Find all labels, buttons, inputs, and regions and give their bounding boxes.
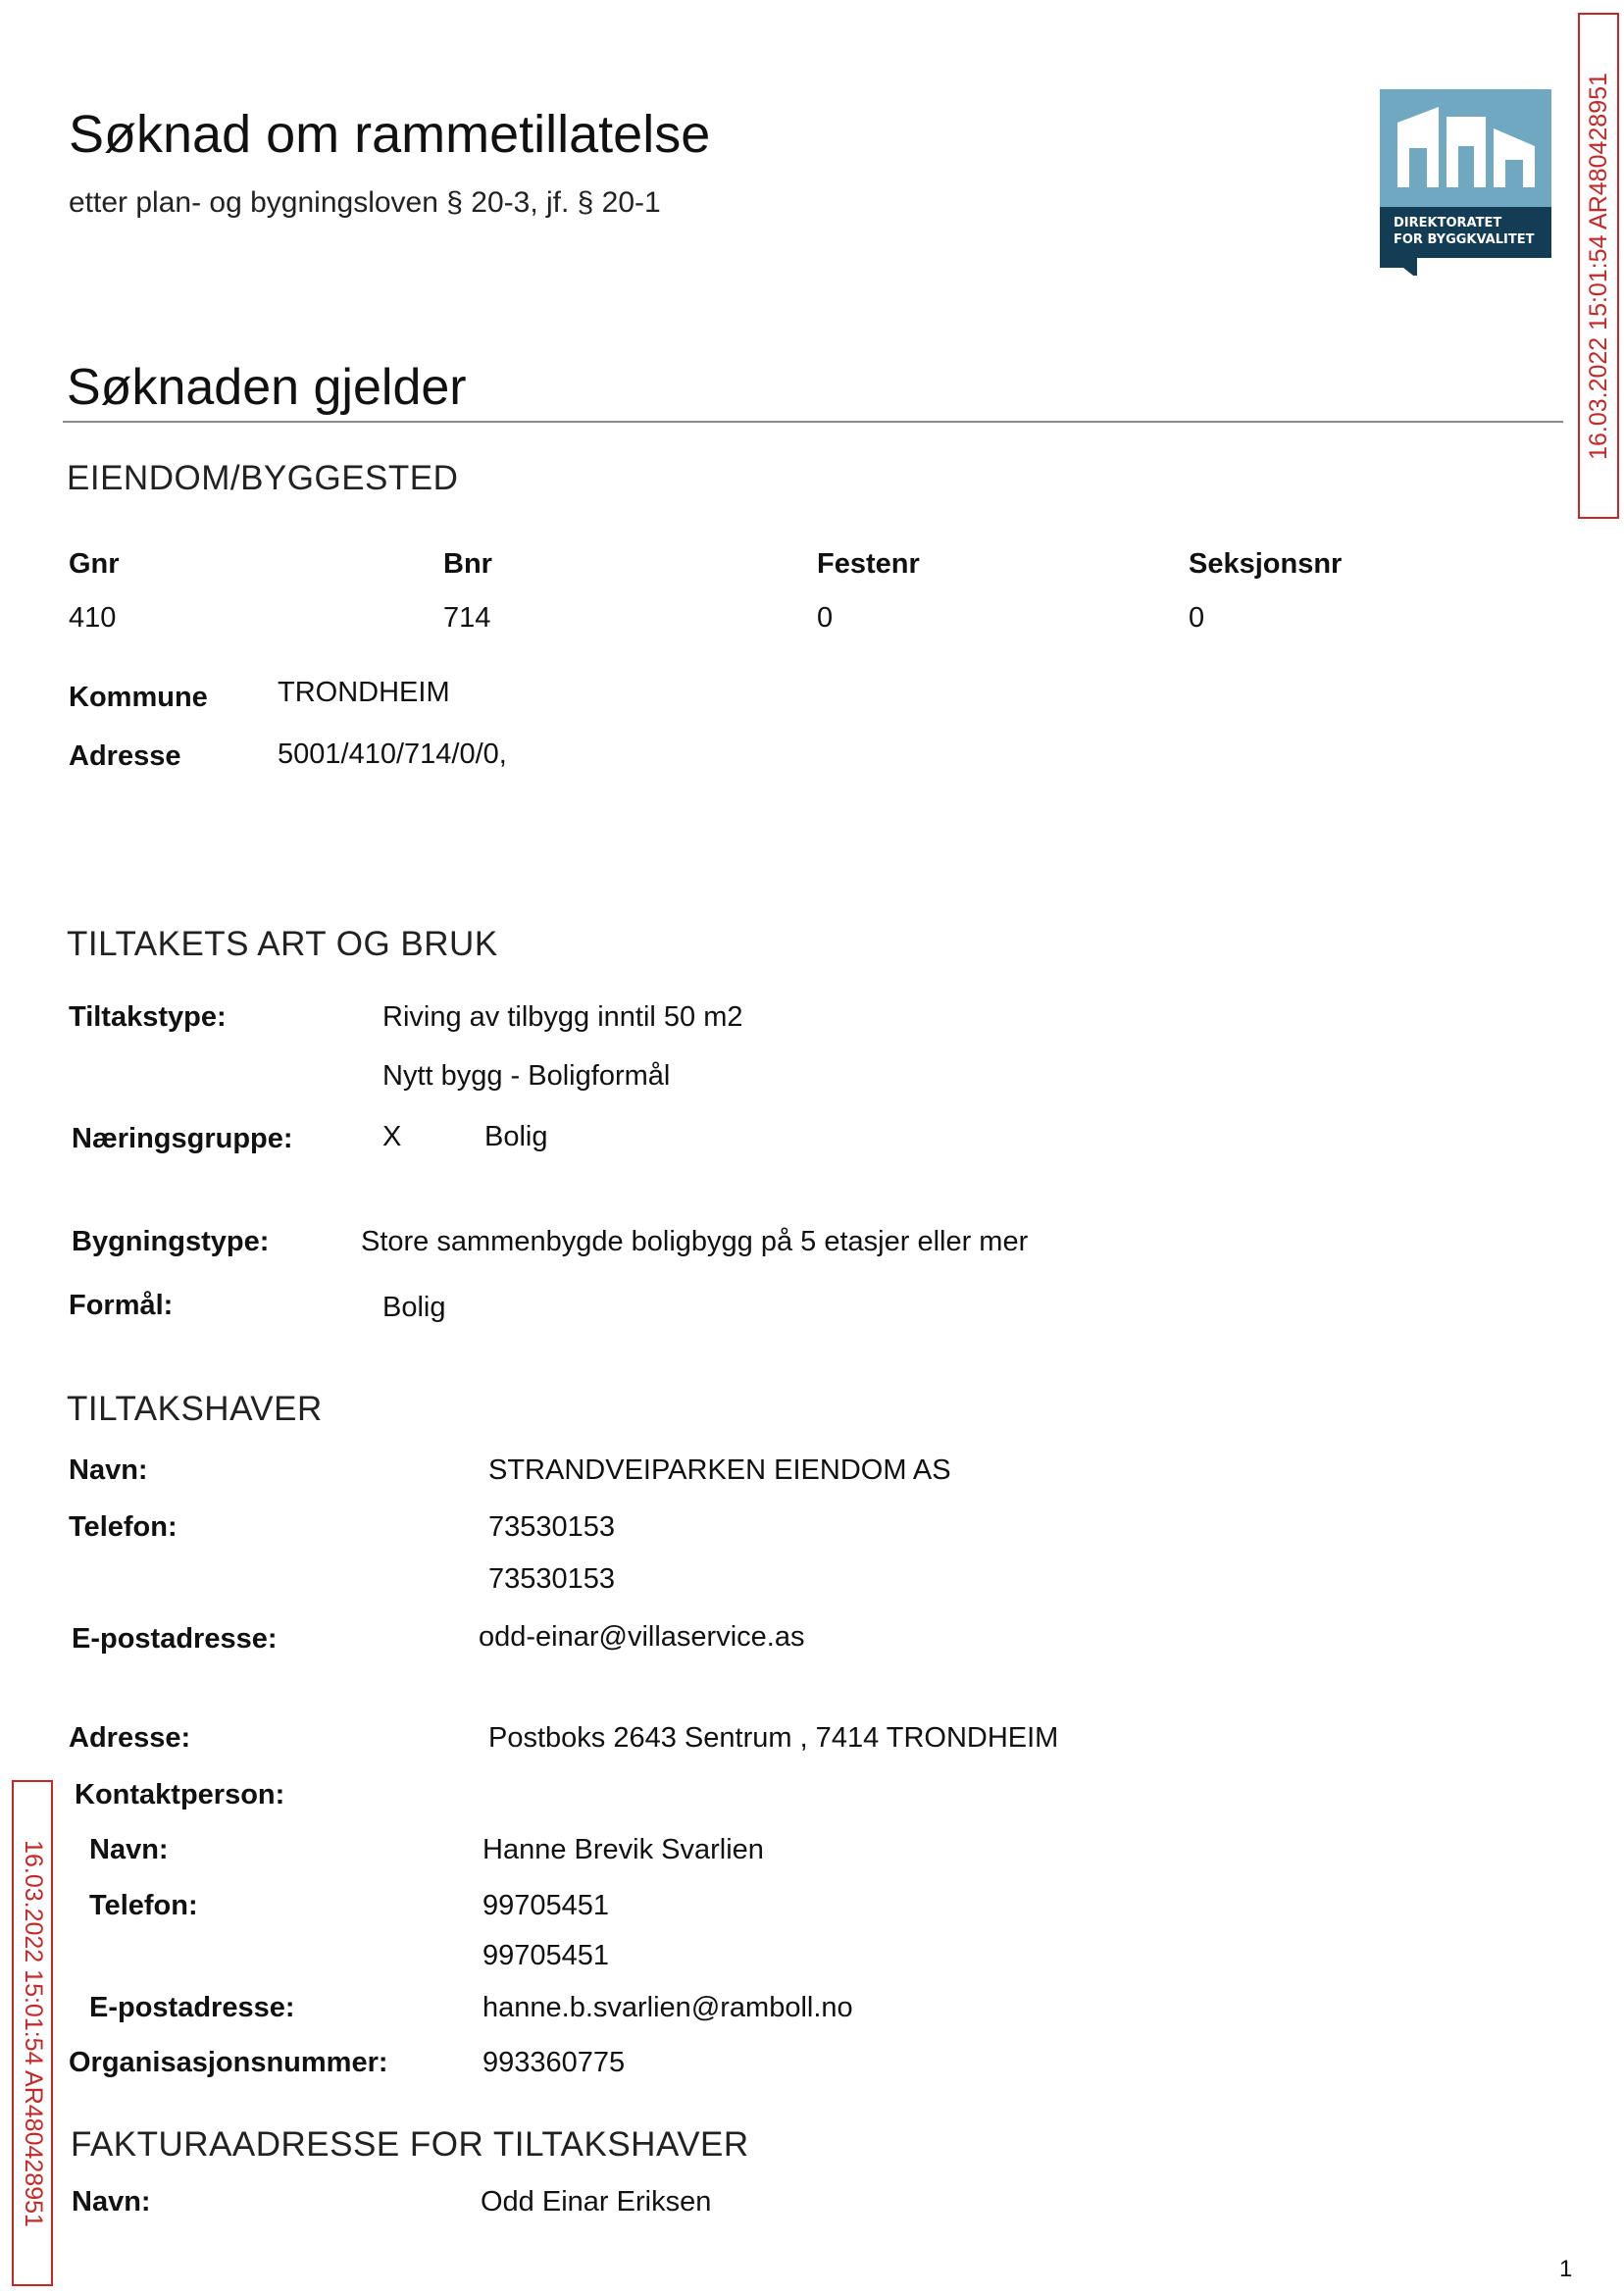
tiltakshaver-telefon-value-2: 73530153	[488, 1563, 616, 1595]
eiendom-heading: EIENDOM/BYGGESTED	[67, 459, 459, 497]
dibk-logo	[1380, 89, 1551, 276]
naeringsgruppe-code: X	[382, 1121, 402, 1152]
kontakt-epost-label: E-postadresse:	[89, 1992, 295, 2023]
bygningstype-label: Bygningstype:	[72, 1226, 270, 1257]
tiltakshaver-epost-value: odd-einar@villaservice.as	[479, 1621, 805, 1653]
kontakt-telefon-value-1: 99705451	[482, 1890, 610, 1921]
kommune-label: Kommune	[69, 682, 208, 713]
orgnr-value: 993360775	[482, 2047, 626, 2078]
kontakt-epost-value: hanne.b.svarlien@ramboll.no	[482, 1992, 853, 2023]
gnr-label: Gnr	[69, 548, 120, 580]
kontakt-telefon-label: Telefon:	[89, 1890, 198, 1921]
tiltakshaver-telefon-value-1: 73530153	[488, 1511, 616, 1543]
faktura-navn-value: Odd Einar Eriksen	[481, 2186, 712, 2218]
kontakt-navn-label: Navn:	[89, 1834, 169, 1865]
tiltakshaver-telefon-label: Telefon:	[69, 1511, 178, 1543]
kontakt-navn-value: Hanne Brevik Svarlien	[482, 1834, 764, 1865]
document-title: Søknad om rammetillatelse	[69, 105, 711, 164]
tiltakshaver-adresse-label: Adresse:	[69, 1722, 191, 1754]
faktura-navn-label: Navn:	[72, 2186, 151, 2218]
festenr-value: 0	[817, 602, 834, 634]
page-number: 1	[1559, 2256, 1573, 2282]
tiltakstype-value-2: Nytt bygg - Boligformål	[382, 1060, 671, 1092]
naeringsgruppe-value: Bolig	[484, 1121, 548, 1152]
naeringsgruppe-label: Næringsgruppe:	[72, 1123, 293, 1154]
bnr-value: 714	[443, 602, 491, 634]
timestamp-stamp-bottom	[12, 1780, 53, 2286]
kontakt-telefon-value-2: 99705451	[482, 1940, 610, 1971]
tiltakshaver-navn-label: Navn:	[69, 1454, 148, 1486]
logo-text-line2: FOR BYGGKVALITET	[1394, 232, 1535, 247]
orgnr-label: Organisasjonsnummer:	[69, 2047, 388, 2078]
logo-text-line1: DIREKTORATET	[1394, 216, 1502, 230]
formal-value: Bolig	[382, 1292, 446, 1323]
formal-label: Formål:	[69, 1290, 174, 1321]
bnr-label: Bnr	[443, 548, 492, 580]
kommune-value: TRONDHEIM	[278, 677, 450, 708]
tiltak-heading: TILTAKETS ART OG BRUK	[67, 925, 498, 963]
tiltakshaver-heading: TILTAKSHAVER	[67, 1390, 323, 1428]
timestamp-stamp-top	[1578, 13, 1619, 519]
logo-graphic	[1380, 89, 1551, 276]
stamp-text: 16.03.2022 15:01:54 AR480428951	[19, 1839, 47, 2227]
document-subtitle: etter plan- og bygningsloven § 20-3, jf. § 20-1	[69, 186, 661, 219]
faktura-heading: FAKTURAADRESSE FOR TILTAKSHAVER	[71, 2125, 749, 2164]
tiltakshaver-adresse-value: Postboks 2643 Sentrum , 7414 TRONDHEIM	[488, 1722, 1059, 1754]
tiltakshaver-epost-label: E-postadresse:	[72, 1623, 278, 1655]
tiltakstype-value-1: Riving av tilbygg inntil 50 m2	[382, 1001, 743, 1033]
adresse-value: 5001/410/714/0/0,	[278, 739, 507, 770]
section-title: Søknaden gjelder	[67, 359, 467, 416]
kontaktperson-label: Kontaktperson:	[75, 1779, 285, 1810]
tiltakshaver-navn-value: STRANDVEIPARKEN EIENDOM AS	[488, 1454, 951, 1486]
seksjonsnr-value: 0	[1189, 602, 1205, 634]
adresse-label: Adresse	[69, 740, 181, 772]
seksjonsnr-label: Seksjonsnr	[1189, 548, 1343, 580]
bygningstype-value: Store sammenbygde boligbygg på 5 etasjer eller mer	[361, 1226, 1029, 1257]
festenr-label: Festenr	[817, 548, 920, 580]
stamp-text: 16.03.2022 15:01:54 AR480428951	[1584, 72, 1612, 460]
gnr-value: 410	[69, 602, 117, 634]
section-divider	[63, 421, 1563, 423]
tiltakstype-label: Tiltakstype:	[69, 1001, 227, 1033]
